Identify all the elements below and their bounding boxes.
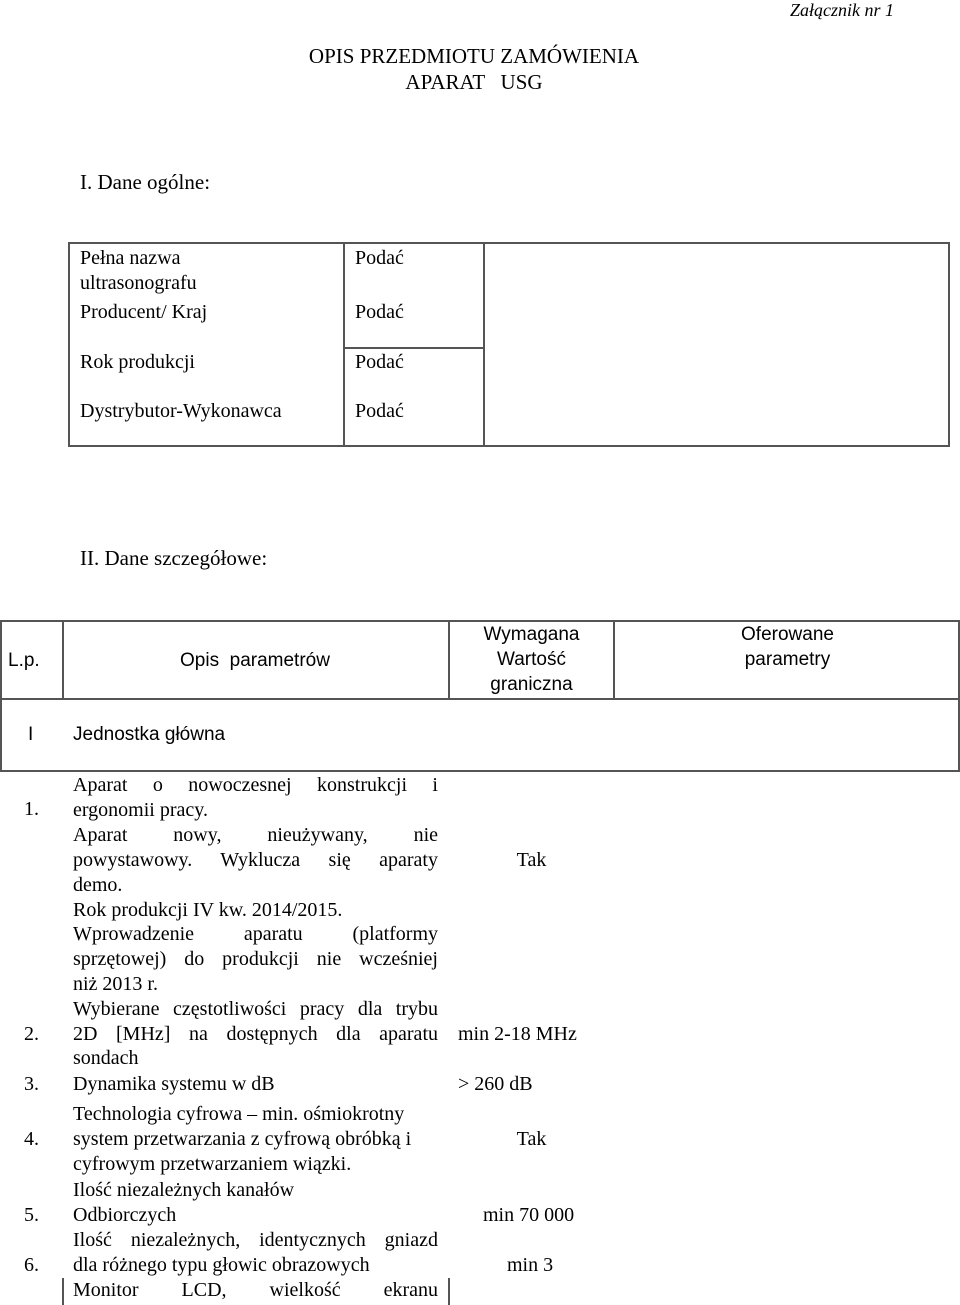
row-7-right-line bbox=[448, 1278, 450, 1305]
header-required-3: graniczna bbox=[490, 674, 573, 695]
row-2-required: min 2-18 MHz bbox=[458, 1023, 577, 1045]
general-label-year: Rok produkcji bbox=[80, 351, 195, 373]
group-label: Jednostka główna bbox=[73, 724, 226, 745]
row-4-desc-1: Technologia cyfrowa – min. ośmiokrotny bbox=[73, 1103, 405, 1125]
header-lp: L.p. bbox=[8, 650, 40, 671]
document-title: OPIS PRZEDMIOTU ZAMÓWIENIA bbox=[308, 44, 640, 68]
row-1-desc-8: sprzętowej) do produkcji nie wcześniej bbox=[73, 948, 438, 970]
row-1-desc-7: Wprowadzenie aparatu (platformy bbox=[73, 923, 438, 945]
general-label-name-1: Pełna nazwa bbox=[80, 247, 181, 269]
row-5-desc-2: Odbiorczych bbox=[73, 1204, 177, 1226]
row-4-desc-2: system przetwarzania z cyfrową obróbką i bbox=[73, 1128, 412, 1150]
general-value-year: Podać bbox=[355, 351, 404, 373]
row-2-desc-2: 2D [MHz] na dostępnych dla aparatu bbox=[73, 1023, 438, 1045]
header-offered-2: parametry bbox=[744, 649, 831, 670]
row-2-desc-1: Wybierane częstotliwości pracy dla trybu bbox=[73, 998, 438, 1020]
row-1-desc-9: niż 2013 r. bbox=[73, 973, 158, 995]
row-3-number: 3. bbox=[24, 1073, 39, 1095]
row-2-desc-3: sondach bbox=[73, 1047, 139, 1069]
general-divider-1 bbox=[343, 242, 345, 447]
header-offered-1: Oferowane bbox=[741, 624, 834, 645]
row-1-required: Tak bbox=[516, 849, 547, 871]
row-1-desc-6: Rok produkcji IV kw. 2014/2015. bbox=[73, 899, 343, 921]
row-1-desc-1: Aparat o nowoczesnej konstrukcji i bbox=[73, 774, 438, 796]
row-4-desc-3: cyfrowym przetwarzaniem wiązki. bbox=[73, 1153, 352, 1175]
general-divider-2 bbox=[483, 242, 485, 447]
row-4-required: Tak bbox=[516, 1128, 547, 1150]
document-subtitle: APARAT USG bbox=[405, 70, 543, 94]
section-details-heading: II. Dane szczegółowe: bbox=[80, 546, 268, 570]
header-required-2: Wartość bbox=[497, 649, 566, 670]
row-5-desc-1: Ilość niezależnych kanałów bbox=[73, 1179, 295, 1201]
row-4-number: 4. bbox=[24, 1128, 39, 1150]
row-7-left-line bbox=[62, 1278, 64, 1305]
row-1-desc-5: demo. bbox=[73, 874, 123, 896]
row-6-number: 6. bbox=[24, 1254, 39, 1276]
general-value-distributor: Podać bbox=[355, 400, 404, 422]
row-1-desc-3: Aparat nowy, nieużywany, nie bbox=[73, 824, 438, 846]
general-label-producer: Producent/ Kraj bbox=[80, 301, 208, 323]
group-row-bottom-line bbox=[0, 770, 960, 772]
row-7-desc-1: Monitor LCD, wielkość ekranu bbox=[73, 1279, 438, 1301]
header-required-1: Wymagana bbox=[483, 624, 580, 645]
general-label-distributor: Dystrybutor-Wykonawca bbox=[80, 400, 282, 422]
header-description: Opis parametrów bbox=[180, 650, 330, 671]
row-5-required: min 70 000 bbox=[483, 1204, 575, 1226]
group-number: I bbox=[28, 724, 34, 745]
row-3-desc-1: Dynamika systemu w dB bbox=[73, 1073, 275, 1095]
row-2-number: 2. bbox=[24, 1023, 39, 1045]
row-1-desc-4: powystawowy. Wyklucza się aparaty bbox=[73, 849, 438, 871]
general-value-producer: Podać bbox=[355, 301, 404, 323]
row-1-desc-2: ergonomii pracy. bbox=[73, 799, 208, 821]
row-6-desc-1: Ilość niezależnych, identycznych gniazd bbox=[73, 1229, 438, 1251]
row-1-number: 1. bbox=[24, 798, 39, 820]
row-5-number: 5. bbox=[24, 1204, 39, 1226]
row-6-required: min 3 bbox=[507, 1254, 554, 1276]
general-label-name-2: ultrasonografu bbox=[80, 272, 197, 294]
group-row-left-line bbox=[0, 700, 2, 772]
attachment-label: Załącznik nr 1 bbox=[789, 0, 894, 20]
general-inner-line bbox=[343, 347, 485, 349]
row-3-required: > 260 dB bbox=[458, 1073, 533, 1095]
row-6-desc-2: dla różnego typu głowic obrazowych bbox=[73, 1254, 370, 1276]
general-value-name: Podać bbox=[355, 247, 404, 269]
section-general-heading: I. Dane ogólne: bbox=[80, 170, 211, 194]
